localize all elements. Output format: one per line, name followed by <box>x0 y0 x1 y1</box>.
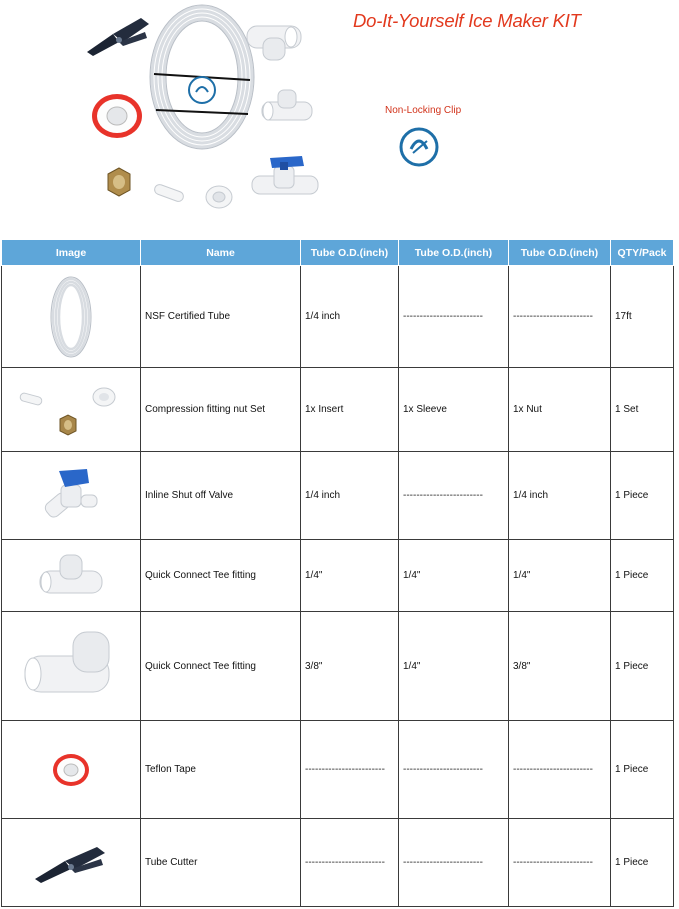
table-row <box>2 452 674 540</box>
col-header-image: Image <box>2 240 141 266</box>
row-od-2: ------------------------ <box>399 819 509 907</box>
row-qty: 17ft <box>611 266 674 368</box>
tee-fitting-icon <box>36 551 106 601</box>
row-image-cell <box>2 368 141 452</box>
teflon-tape-icon <box>90 92 144 140</box>
row-od-3: 3/8" <box>509 612 611 721</box>
row-od-1: 1/4 inch <box>301 452 399 540</box>
row-name: Teflon Tape <box>141 721 301 819</box>
tube-cutter-icon <box>83 12 153 58</box>
row-image-cell <box>2 819 141 907</box>
col-header-od-2: Tube O.D.(inch) <box>399 240 509 266</box>
row-od-3: ------------------------ <box>509 819 611 907</box>
row-name: Tube Cutter <box>141 819 301 907</box>
table-row <box>2 368 674 452</box>
shutoff-valve-icon <box>250 152 320 204</box>
table-row <box>2 540 674 612</box>
non-locking-clip-icon <box>399 127 439 167</box>
row-od-3: ------------------------ <box>509 266 611 368</box>
tee-fitting-icon <box>260 88 314 132</box>
row-od-2: ------------------------ <box>399 452 509 540</box>
parts-table <box>1 239 674 907</box>
tube-coil-icon <box>49 274 93 360</box>
compression-set-icon <box>6 375 136 445</box>
table-header-row <box>2 240 674 266</box>
row-image-cell <box>2 721 141 819</box>
product-photo <box>0 0 679 236</box>
col-header-name: Name <box>141 240 301 266</box>
col-header-od-1: Tube O.D.(inch) <box>301 240 399 266</box>
row-name: Quick Connect Tee fitting <box>141 612 301 721</box>
table-row <box>2 819 674 907</box>
row-name: Compression fitting nut Set <box>141 368 301 452</box>
col-header-od-3: Tube O.D.(inch) <box>509 240 611 266</box>
row-qty: 1 Piece <box>611 452 674 540</box>
row-od-2: 1/4" <box>399 540 509 612</box>
table-row <box>2 721 674 819</box>
row-od-3: ------------------------ <box>509 721 611 819</box>
row-od-2: ------------------------ <box>399 721 509 819</box>
row-od-1: 1x Insert <box>301 368 399 452</box>
row-od-3: 1/4 inch <box>509 452 611 540</box>
insert-icon <box>152 180 188 208</box>
tube-coil-icon <box>146 2 258 152</box>
row-qty: 1 Piece <box>611 540 674 612</box>
row-od-3: 1/4" <box>509 540 611 612</box>
table-row <box>2 266 674 368</box>
row-od-1: ------------------------ <box>301 721 399 819</box>
row-image-cell <box>2 266 141 368</box>
row-od-1: 1/4 inch <box>301 266 399 368</box>
tube-cutter-icon <box>31 841 111 885</box>
row-od-1: ------------------------ <box>301 819 399 907</box>
row-name: Quick Connect Tee fitting <box>141 540 301 612</box>
row-od-2: 1/4" <box>399 612 509 721</box>
row-qty: 1 Piece <box>611 721 674 819</box>
shutoff-valve-icon <box>41 465 101 527</box>
row-qty: 1 Piece <box>611 612 674 721</box>
row-qty: 1 Piece <box>611 819 674 907</box>
row-od-3: 1x Nut <box>509 368 611 452</box>
tee-fitting-icon <box>21 626 121 706</box>
row-image-cell <box>2 612 141 721</box>
table-row <box>2 612 674 721</box>
row-name: NSF Certified Tube <box>141 266 301 368</box>
row-od-2: 1x Sleeve <box>399 368 509 452</box>
kit-title: Do-It-Yourself Ice Maker KIT <box>353 10 581 31</box>
row-od-1: 1/4" <box>301 540 399 612</box>
row-image-cell <box>2 452 141 540</box>
row-od-2: ------------------------ <box>399 266 509 368</box>
tee-fitting-icon <box>245 14 303 62</box>
brass-nut-icon <box>104 166 134 198</box>
col-header-qty: QTY/Pack <box>611 240 674 266</box>
row-qty: 1 Set <box>611 368 674 452</box>
row-od-1: 3/8" <box>301 612 399 721</box>
teflon-tape-icon <box>51 752 91 788</box>
sleeve-icon <box>204 184 234 210</box>
row-name: Inline Shut off Valve <box>141 452 301 540</box>
clip-label: Non-Locking Clip <box>385 105 462 116</box>
row-image-cell <box>2 540 141 612</box>
